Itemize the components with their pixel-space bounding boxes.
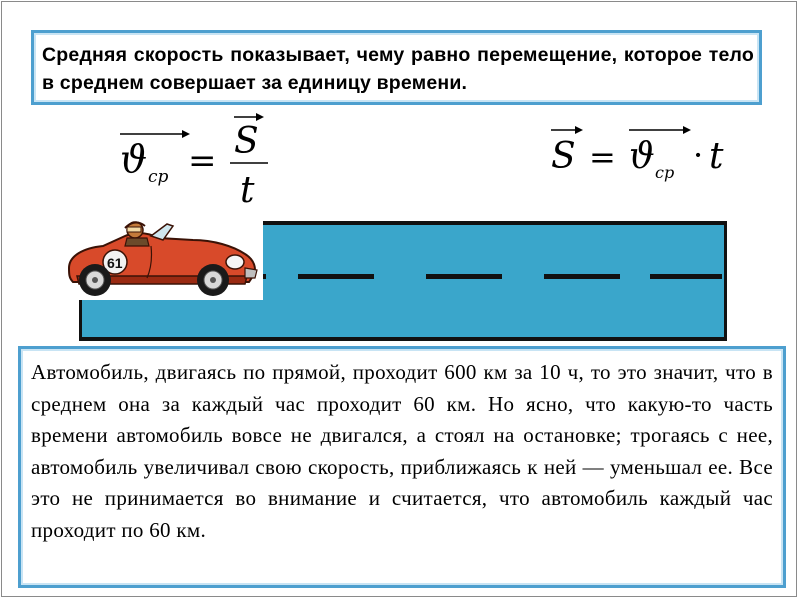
velocity-symbol: ϑ [629, 136, 655, 177]
velocity-symbol: ϑ [120, 137, 148, 181]
road-lane-dash [298, 274, 374, 279]
definition-box [31, 30, 762, 105]
car-number: 61 [107, 255, 123, 271]
equals-sign: = [188, 141, 217, 181]
rear-wheel [79, 264, 111, 296]
road-lane-dash [650, 274, 722, 279]
velocity-subscript: ср [148, 167, 169, 187]
denominator-time: t [240, 170, 255, 210]
explanation-box [18, 346, 786, 588]
velocity-vector-arrow [629, 126, 691, 134]
road-lane-dash [544, 274, 620, 279]
velocity-subscript: ср [655, 163, 675, 182]
equals-sign: = [589, 138, 616, 176]
average-velocity-formula [110, 110, 280, 210]
definition-text: Средняя скорость показывает, чему равно перемещение, которое тело в среднем совершает за единицу времени. [42, 44, 754, 94]
explanation-text: Автомобиль, двигаясь по прямой, проходит 600 км за 10 ч, то это значит, что в среднем она за каждый час проходит 60 км. Но ясно, что какую-то часть времени автомобиль вовсе не двигался, а стоял на остановке; трогаясь с нее, автомобиль увеличивал свою скорость, приближаясь к ней — уменьшал ее. Все это не принимается во внимание и считается, что автомобиль каждый час проходит по 60 км. [31, 360, 773, 542]
displacement-vector-arrow [551, 126, 583, 134]
multiplication-dot: · [693, 136, 704, 174]
road-lane-dash [426, 274, 502, 279]
time-symbol: t [709, 136, 724, 177]
displacement-symbol: S [551, 136, 576, 177]
displacement-vector-arrow [234, 113, 264, 121]
numerator-displacement: S [234, 121, 259, 162]
race-car-illustration [63, 218, 263, 300]
front-wheel [197, 264, 229, 296]
displacement-formula [545, 120, 735, 190]
